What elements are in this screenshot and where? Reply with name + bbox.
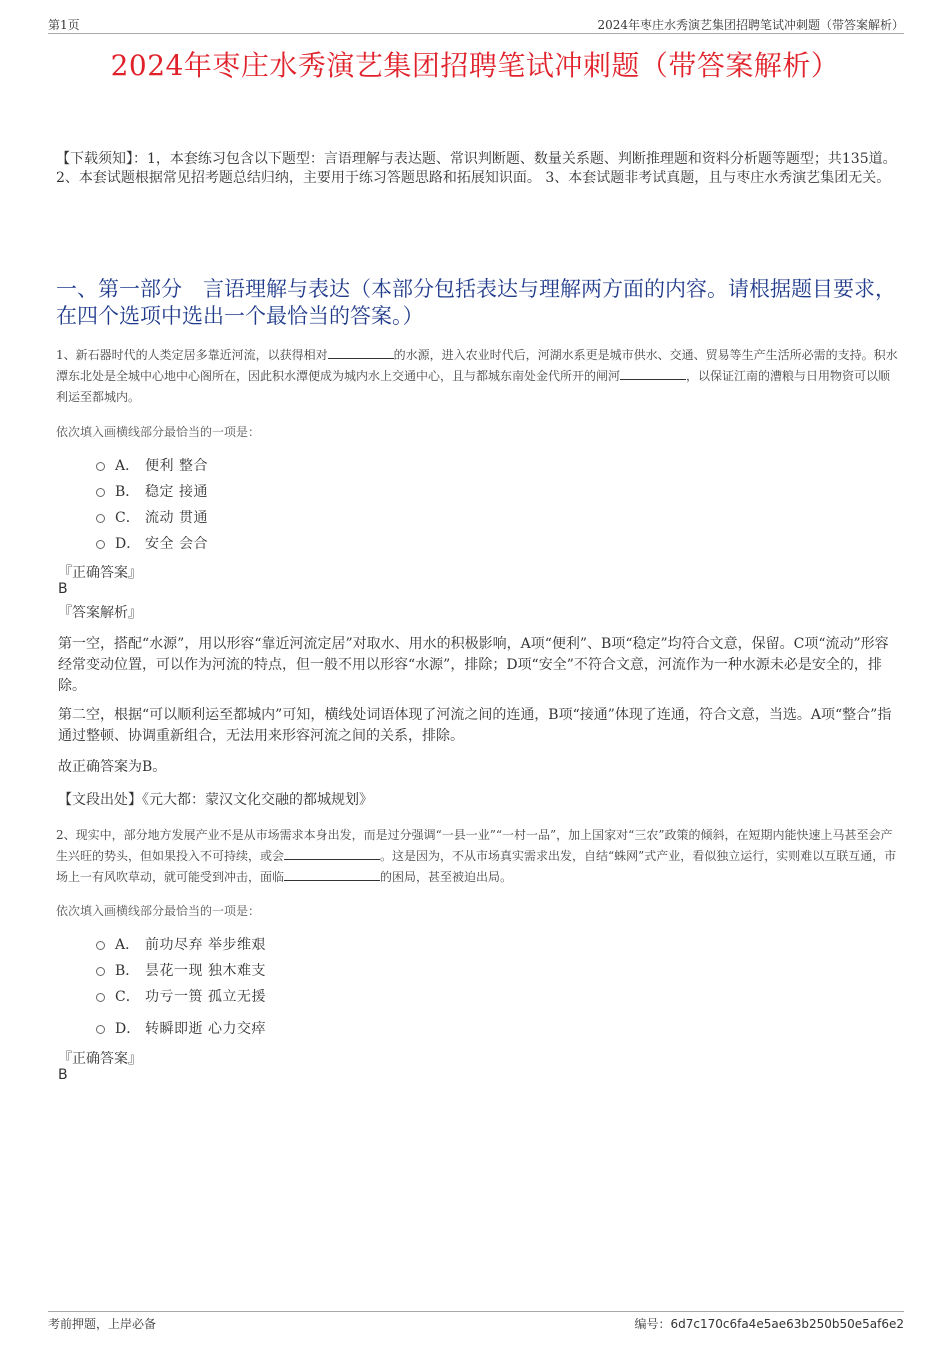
radio-button-icon[interactable]	[96, 488, 105, 497]
footer-slogan: 考前押题，上岸必备	[48, 1317, 157, 1331]
analysis-paragraph-1: 第一空，搭配“水源”，用以形容“靠近河流定居”对取水、用水的积极影响，A项“便利”、B项“稳定”均符合文意，保留。C项“流动”形容经常变动位置，可以作为河流的特点，但一般不用以形容“水源”，排除；D项“安全”不符合文意，河流作为一种水源未必是安全的，排除。	[58, 636, 889, 694]
question-1-part-b: 的水源，进入农业时代后，河湖水系更是城市供水、交通、贸易等生产生活所必需的支持。积水潭东北处是全城中心地中心阁所在，因此积水潭便成为城内水上交通中心，且与都城东南处金代所开的闸河	[56, 348, 898, 383]
answer-label: 『正确答案』	[58, 565, 142, 581]
radio-button-icon[interactable]	[96, 941, 105, 950]
option-d[interactable]	[96, 1015, 266, 1041]
blank-1	[284, 848, 380, 860]
option-letter: D．	[115, 536, 141, 552]
answer-value: B	[58, 1067, 68, 1083]
answer-label: 『正确答案』	[58, 1051, 142, 1067]
option-c[interactable]	[96, 504, 208, 530]
radio-button-icon[interactable]	[96, 514, 105, 523]
option-b[interactable]	[96, 957, 266, 983]
option-text: 便利 整合	[145, 458, 208, 474]
radio-button-icon[interactable]	[96, 462, 105, 471]
option-letter: D．	[115, 1021, 141, 1037]
header-doc-name: 2024年枣庄水秀演艺集团招聘笔试冲刺题（带答案解析）	[597, 18, 904, 32]
option-letter: B．	[115, 963, 140, 979]
download-notice: 【下载须知】：1，本套练习包含以下题型：言语理解与表达题、常识判断题、数量关系题、判断推理题和资料分析题等题型；共135道。 2、本套试题根据常见招考题总结归纳，主要用于练习答题思路和拓展知识面。 3、本套试题非考试真题，且与枣庄水秀演艺集团无关。	[56, 151, 897, 186]
option-letter: A．	[115, 458, 140, 474]
option-b[interactable]	[96, 478, 208, 504]
code-value: 6d7c170c6fa4e5ae63b250b50e5af6e2	[670, 1317, 904, 1331]
option-text: 功亏一篑 孤立无援	[145, 989, 266, 1005]
page-footer	[48, 1311, 904, 1333]
question-2-part-a: 2、现实中，部分地方发展产业不是从市场需求本身出发，而是过分强调“一县一业”“一村一品”，加上国家对“三农”政策的倾斜，在短期内能快速上马甚至会产生兴旺的势头，但如果投入不可持续，或会	[56, 828, 893, 863]
question-2-options	[96, 931, 266, 1041]
question-1-part-c: ，以保证江南的漕粮与日用物资可以顺利运至都城内。	[56, 369, 891, 404]
section-title: 一、第一部分 言语理解与表达（本部分包括表达与理解两方面的内容。请根据题目要求，在四个选项中选出一个最恰当的答案。）	[56, 277, 896, 328]
blank-2	[284, 869, 380, 881]
option-letter: B．	[115, 484, 140, 500]
page-number: 第1页	[48, 18, 80, 32]
answer-value: B	[58, 581, 68, 597]
document-code	[634, 1315, 904, 1332]
question-2-part-b: 。这是因为，不从市场真实需求出发，自结“蛛网”式产业，看似独立运行，实则难以互联互通，市场上一有风吹草动，就可能受到冲击，面临	[56, 849, 897, 884]
source-citation: 【文段出处】《元大都：蒙汉文化交融的都城规划》	[58, 792, 373, 808]
question-2-prompt: 依次填入画横线部分最恰当的一项是：	[56, 904, 261, 918]
analysis-label: 『答案解析』	[58, 605, 142, 621]
code-label: 编号：	[634, 1317, 671, 1331]
question-2-part-c: 的困局，甚至被迫出局。	[380, 870, 513, 884]
question-1-text	[56, 345, 900, 408]
question-1-part-a: 1、新石器时代的人类定居多靠近河流，以获得相对	[56, 348, 328, 362]
blank-2	[620, 368, 686, 380]
question-2-text	[56, 825, 900, 888]
radio-button-icon[interactable]	[96, 1025, 105, 1034]
option-c[interactable]	[96, 983, 266, 1009]
analysis-paragraph-2: 第二空，根据“可以顺利运至都城内”可知，横线处词语体现了河流之间的连通，B项“接通”体现了连通，符合文意，当选。A项“整合”指通过整顿、协调重新组合，无法用来形容河流之间的关系，排除。	[58, 707, 892, 744]
option-text: 稳定 接通	[145, 484, 208, 500]
option-letter: C．	[115, 510, 140, 526]
option-text: 安全 会合	[145, 536, 208, 552]
option-text: 流动 贯通	[145, 510, 208, 526]
conclusion: 故正确答案为B。	[58, 759, 167, 775]
option-letter: A．	[115, 937, 140, 953]
option-text: 转瞬即逝 心力交瘁	[145, 1021, 266, 1037]
option-letter: C．	[115, 989, 140, 1005]
radio-button-icon[interactable]	[96, 993, 105, 1002]
blank-1	[328, 347, 394, 359]
option-a[interactable]	[96, 452, 208, 478]
radio-button-icon[interactable]	[96, 540, 105, 549]
option-a[interactable]	[96, 931, 266, 957]
radio-button-icon[interactable]	[96, 967, 105, 976]
option-text: 前功尽弃 举步维艰	[145, 937, 266, 953]
document-title: 2024年枣庄水秀演艺集团招聘笔试冲刺题（带答案解析）	[110, 49, 840, 82]
option-d[interactable]	[96, 530, 208, 556]
question-1-options	[96, 452, 208, 556]
option-text: 昙花一现 独木难支	[145, 963, 266, 979]
question-1-prompt: 依次填入画横线部分最恰当的一项是：	[56, 425, 261, 439]
page-header	[48, 14, 904, 34]
